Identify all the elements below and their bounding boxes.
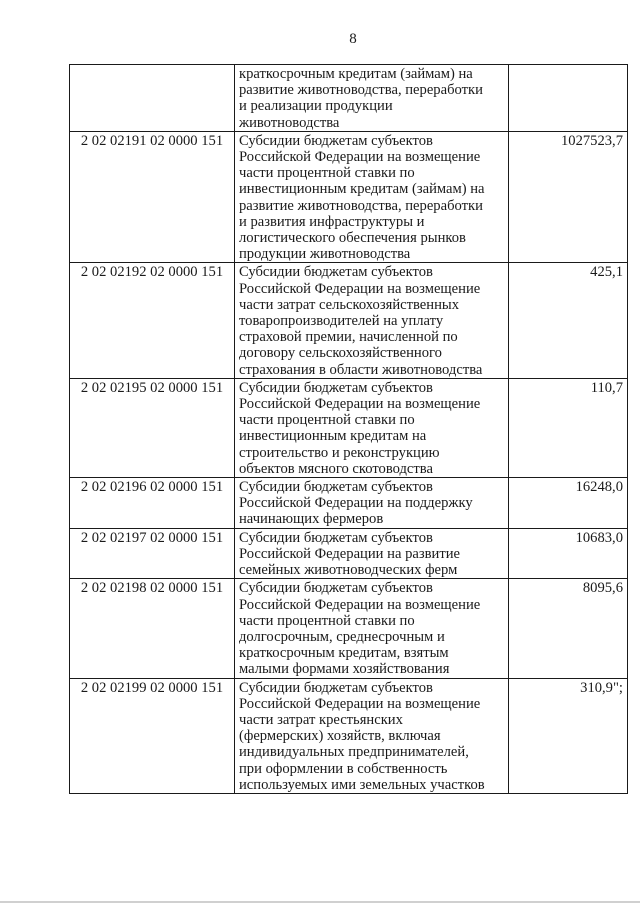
description-line: части процентной ставки по xyxy=(239,165,415,182)
description xyxy=(235,65,509,132)
table-row xyxy=(70,65,628,132)
description-line: Субсидии бюджетам субъектов xyxy=(239,132,433,149)
description-line: Российской Федерации на поддержку xyxy=(239,495,473,512)
amount: 10683,0 xyxy=(509,528,628,579)
description-line: Субсидии бюджетам субъектов xyxy=(239,679,433,696)
description-line: Субсидии бюджетам субъектов xyxy=(239,264,433,281)
table-row xyxy=(70,263,628,378)
description-line: части процентной ставки по xyxy=(239,612,415,629)
description-line: семейных животноводческих ферм xyxy=(239,562,458,579)
amount: 310,9"; xyxy=(509,678,628,793)
description-line: Субсидии бюджетам субъектов xyxy=(239,580,433,597)
table-row xyxy=(70,579,628,678)
amount: 8095,6 xyxy=(509,579,628,678)
amount: 110,7 xyxy=(509,378,628,477)
description xyxy=(235,263,509,378)
description xyxy=(235,478,509,529)
budget-code: 2 02 02192 02 0000 151 xyxy=(70,263,235,378)
table-row xyxy=(70,131,628,263)
amount xyxy=(509,65,628,132)
description-line: начинающих фермеров xyxy=(239,511,384,528)
description-line: строительство и реконструкцию xyxy=(239,444,440,461)
description-line: краткосрочным кредитам (займам) на xyxy=(239,66,473,82)
description-line: страховой премии, начисленной по xyxy=(239,329,458,346)
amount: 425,1 xyxy=(509,263,628,378)
description-line: развитие животноводства, переработки xyxy=(239,82,483,99)
description-line: Российской Федерации на возмещение xyxy=(239,596,481,613)
budget-code: 2 02 02196 02 0000 151 xyxy=(70,478,235,529)
description-line: Российской Федерации на возмещение xyxy=(239,149,481,166)
description-line: долгосрочным, среднесрочным и xyxy=(239,628,445,645)
description-line: индивидуальных предпринимателей, xyxy=(239,744,469,761)
description-line: при оформлении в собственность xyxy=(239,760,448,777)
description-line: инвестиционным кредитам на xyxy=(239,428,427,445)
description-line: инвестиционным кредитам (займам) на xyxy=(239,181,485,198)
amount: 16248,0 xyxy=(509,478,628,529)
description-line: Российской Федерации на возмещение xyxy=(239,695,481,712)
description-line: продукции животноводства xyxy=(239,246,411,263)
description-line: части затрат сельскохозяйственных xyxy=(239,296,459,313)
table-row xyxy=(70,678,628,793)
description-line: Российской Федерации на развитие xyxy=(239,545,460,562)
description-line: Российской Федерации на возмещение xyxy=(239,396,481,413)
table-row xyxy=(70,478,628,529)
description-line: Российской Федерации на возмещение xyxy=(239,280,481,297)
description-line: части затрат крестьянских xyxy=(239,711,403,728)
description-line: Субсидии бюджетам субъектов xyxy=(239,479,433,496)
description-line: и развития инфраструктуры и xyxy=(239,213,425,230)
description xyxy=(235,579,509,678)
description-line: логистического обеспечения рынков xyxy=(239,230,466,247)
page-number: 8 xyxy=(349,31,357,47)
description-line: Субсидии бюджетам субъектов xyxy=(239,529,433,546)
description-line: используемых ими земельных участков xyxy=(239,776,485,793)
page-edge-divider xyxy=(0,901,640,903)
budget-code: 2 02 02197 02 0000 151 xyxy=(70,528,235,579)
amount: 1027523,7 xyxy=(509,131,628,263)
budget-code xyxy=(70,65,235,132)
description xyxy=(235,678,509,793)
description-line: страхования в области животноводства xyxy=(239,361,483,378)
description-line: договору сельскохозяйственного xyxy=(239,345,442,362)
budget-code: 2 02 02199 02 0000 151 xyxy=(70,678,235,793)
description-line: товаропроизводителей на уплату xyxy=(239,313,444,330)
description-line: развитие животноводства, переработки xyxy=(239,197,483,214)
budget-code: 2 02 02198 02 0000 151 xyxy=(70,579,235,678)
description xyxy=(235,131,509,263)
description-line: (фермерских) хозяйств, включая xyxy=(239,728,441,745)
description-line: Субсидии бюджетам субъектов xyxy=(239,379,433,396)
budget-code: 2 02 02191 02 0000 151 xyxy=(70,131,235,263)
description xyxy=(235,528,509,579)
description-line: и реализации продукции xyxy=(239,98,393,115)
description-line: краткосрочным кредитам, взятым xyxy=(239,645,449,662)
description xyxy=(235,378,509,477)
table-row xyxy=(70,528,628,579)
budget-code: 2 02 02195 02 0000 151 xyxy=(70,378,235,477)
description-line: животноводства xyxy=(239,114,340,131)
budget-table xyxy=(69,64,628,794)
description-line: части процентной ставки по xyxy=(239,412,415,429)
description-line: малыми формами хозяйствования xyxy=(239,661,450,678)
table-row xyxy=(70,378,628,477)
description-line: объектов мясного скотоводства xyxy=(239,460,433,477)
